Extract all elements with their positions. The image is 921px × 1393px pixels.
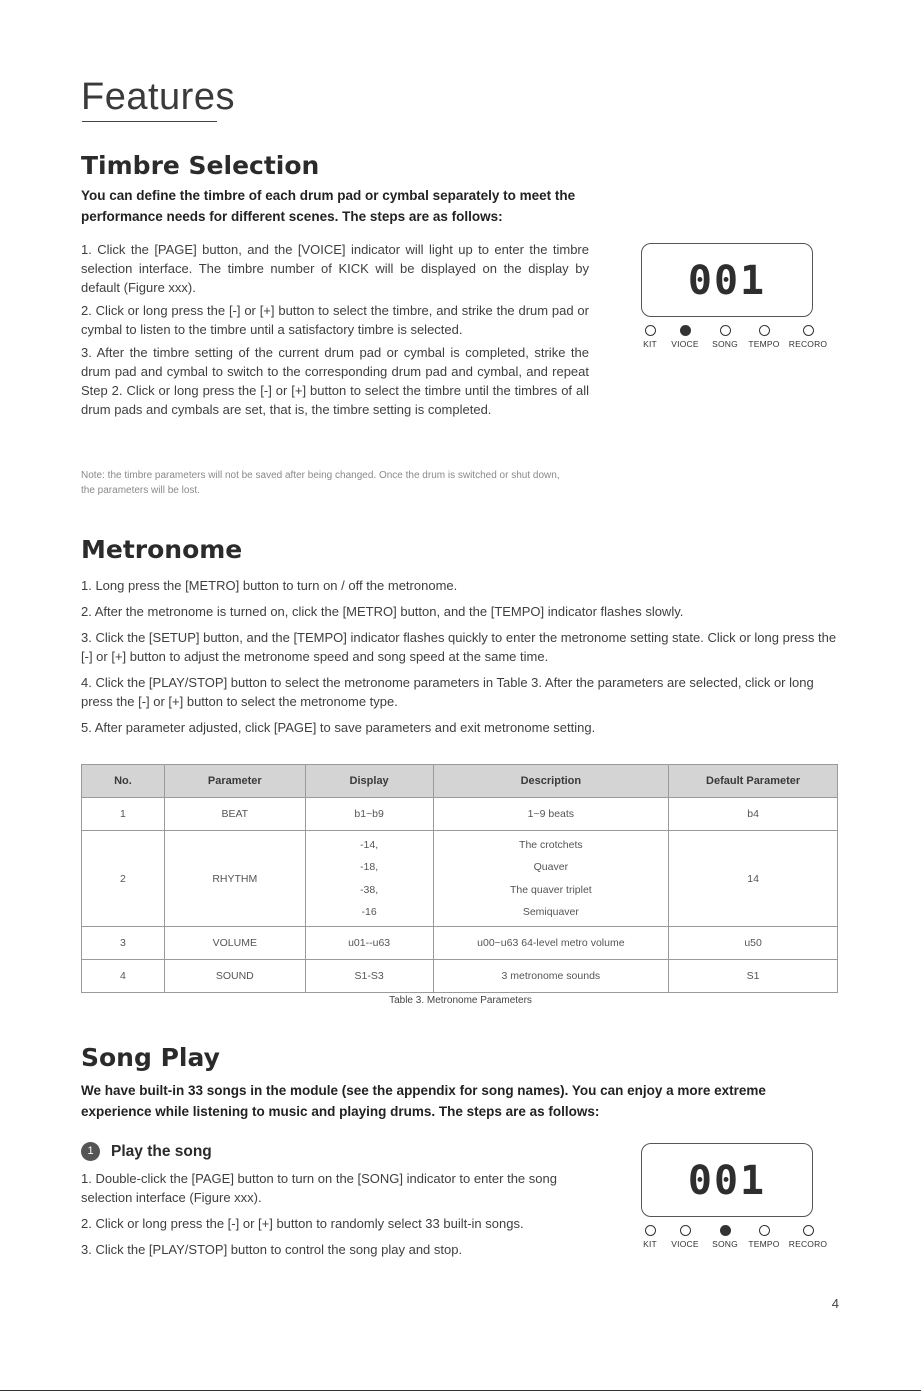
song-intro (81, 1080, 861, 1122)
table-cell-no: 1 (82, 798, 165, 831)
song-step-2: 2. Click or long press the [-] or [+] button to randomly select 33 built-in songs. (81, 1216, 524, 1231)
timbre-intro-line-1: You can define the timbre of each drum pad or cymbal separately to meet the (81, 188, 576, 203)
song-indicator-kit: KIT (629, 1225, 671, 1249)
table-row (82, 927, 838, 960)
indicator-led (759, 1225, 770, 1236)
table-cell-display: S1-S3 (305, 960, 433, 993)
song-steps (81, 1169, 601, 1266)
table-cell-description: 3 metronome sounds (433, 960, 669, 993)
table-cell-display: -14, -18, -38, -16 (305, 831, 433, 927)
table-cell-parameter: RHYTHM (164, 831, 305, 927)
timbre-step-1: 1. Click the [PAGE] button, and the [VOICE] indicator will light up to enter the timbre selection interface. The timbre number of KICK will be displayed on the display by default (Figure xxx). (81, 242, 589, 295)
bottom-border (0, 1390, 921, 1391)
timbre-step-2: 2. Click or long press the [-] or [+] button to select the timbre, and strike the drum pad or cymbal to listen to the timbre until a satisfactory timbre is selected. (81, 303, 589, 337)
table-cell-display: b1~b9 (305, 798, 433, 831)
timbre-indicator-tempo: TEMPO (743, 325, 785, 349)
subsection-number-badge: 1 (81, 1142, 100, 1161)
indicator-led (803, 325, 814, 336)
song-intro-line-2: experience while listening to music and playing drums. The steps are as follows: (81, 1104, 600, 1119)
metronome-steps (81, 576, 841, 744)
timbre-step-3: 3. After the timbre setting of the current drum pad or cymbal is completed, strike the drum pad and cymbal to switch to the corresponding drum pad and cymbal, and repeat Step 2. Click or long press the [-] or [+] button to select the timbre until the timbres of all drum pads and cymbals are set, that is, the timbre setting is completed. (81, 345, 589, 417)
table-row (82, 960, 838, 993)
timbre-steps (81, 240, 589, 423)
timbre-heading: Timbre Selection (81, 151, 320, 180)
song-lcd-display (641, 1143, 813, 1217)
timbre-intro (81, 185, 621, 227)
table-cell-parameter: VOLUME (164, 927, 305, 960)
song-intro-line-1: We have built-in 33 songs in the module (see the appendix for song names). You can enjoy a more extreme (81, 1083, 766, 1098)
table-cell-description: The crotchets Quaver The quaver triplet Semiquaver (433, 831, 669, 927)
table-cell-default: S1 (669, 960, 838, 993)
song-lcd-value: 001 (687, 1158, 767, 1204)
table-cell-parameter: SOUND (164, 960, 305, 993)
metronome-step-3: 3. Click the [SETUP] button, and the [TEMPO] indicator flashes quickly to enter the metronome setting state. Click or long press the [-] or [+] button to adjust the metronome speed and song speed at the same time. (81, 630, 837, 664)
table-cell-no: 3 (82, 927, 165, 960)
features-underline (82, 121, 217, 122)
table-header-row (82, 765, 838, 798)
song-step-1: 1. Double-click the [PAGE] button to turn on the [SONG] indicator to enter the song selection interface (Figure xxx). (81, 1171, 557, 1205)
song-indicator-record: RECORO (787, 1225, 829, 1249)
table-header-parameter: Parameter (164, 765, 305, 798)
timbre-indicator-voice: VIOCE (664, 325, 706, 349)
song-indicator-song: SONG (704, 1225, 746, 1249)
table-cell-default: u50 (669, 927, 838, 960)
table-header-no: No. (82, 765, 165, 798)
table-header-display: Display (305, 765, 433, 798)
table-cell-no: 2 (82, 831, 165, 927)
indicator-led (645, 325, 656, 336)
metronome-parameters-table (81, 764, 838, 993)
timbre-indicator-record: RECORO (787, 325, 829, 349)
table-row (82, 831, 838, 927)
table-cell-default: 14 (669, 831, 838, 927)
subsection-title: Play the song (111, 1143, 212, 1160)
table-cell-parameter: BEAT (164, 798, 305, 831)
song-step-3: 3. Click the [PLAY/STOP] button to control the song play and stop. (81, 1242, 463, 1257)
table-header-description: Description (433, 765, 669, 798)
indicator-led (645, 1225, 656, 1236)
table-cell-description: 1~9 beats (433, 798, 669, 831)
indicator-led-active (720, 1225, 731, 1236)
timbre-lcd-display (641, 243, 813, 317)
timbre-intro-line-2: performance needs for different scenes. The steps are as follows: (81, 209, 503, 224)
song-heading: Song Play (81, 1043, 220, 1072)
metronome-step-5: 5. After parameter adjusted, click [PAGE] to save parameters and exit metronome setting. (81, 720, 596, 735)
indicator-led (803, 1225, 814, 1236)
table-cell-default: b4 (669, 798, 838, 831)
song-indicator-tempo: TEMPO (743, 1225, 785, 1249)
timbre-indicator-song: SONG (704, 325, 746, 349)
metronome-step-1: 1. Long press the [METRO] button to turn on / off the metronome. (81, 578, 458, 593)
indicator-led (720, 325, 731, 336)
timbre-indicator-kit: KIT (629, 325, 671, 349)
song-indicator-voice: VIOCE (664, 1225, 706, 1249)
page-number: 4 (831, 1296, 839, 1311)
table-cell-display: u01--u63 (305, 927, 433, 960)
timbre-note: Note: the timbre parameters will not be saved after being changed. Once the drum is switched or shut down, the parameters will be lost. (81, 470, 560, 496)
metronome-step-4: 4. Click the [PLAY/STOP] button to select the metronome parameters in Table 3. After the parameters are selected, click or long press the [-] or [+] button to select the metronome type. (81, 675, 814, 709)
metronome-step-2: 2. After the metronome is turned on, click the [METRO] button, and the [TEMPO] indicator flashes slowly. (81, 604, 684, 619)
indicator-led (680, 1225, 691, 1236)
table-header-default: Default Parameter (669, 765, 838, 798)
indicator-led (759, 325, 770, 336)
indicator-led-active (680, 325, 691, 336)
table-cell-description: u00~u63 64-level metro volume (433, 927, 669, 960)
metronome-heading: Metronome (81, 535, 243, 564)
timbre-lcd-value: 001 (687, 258, 767, 304)
table-cell-no: 4 (82, 960, 165, 993)
table-caption: Table 3. Metronome Parameters (389, 995, 532, 1006)
features-title: Features (81, 76, 235, 118)
table-row (82, 798, 838, 831)
